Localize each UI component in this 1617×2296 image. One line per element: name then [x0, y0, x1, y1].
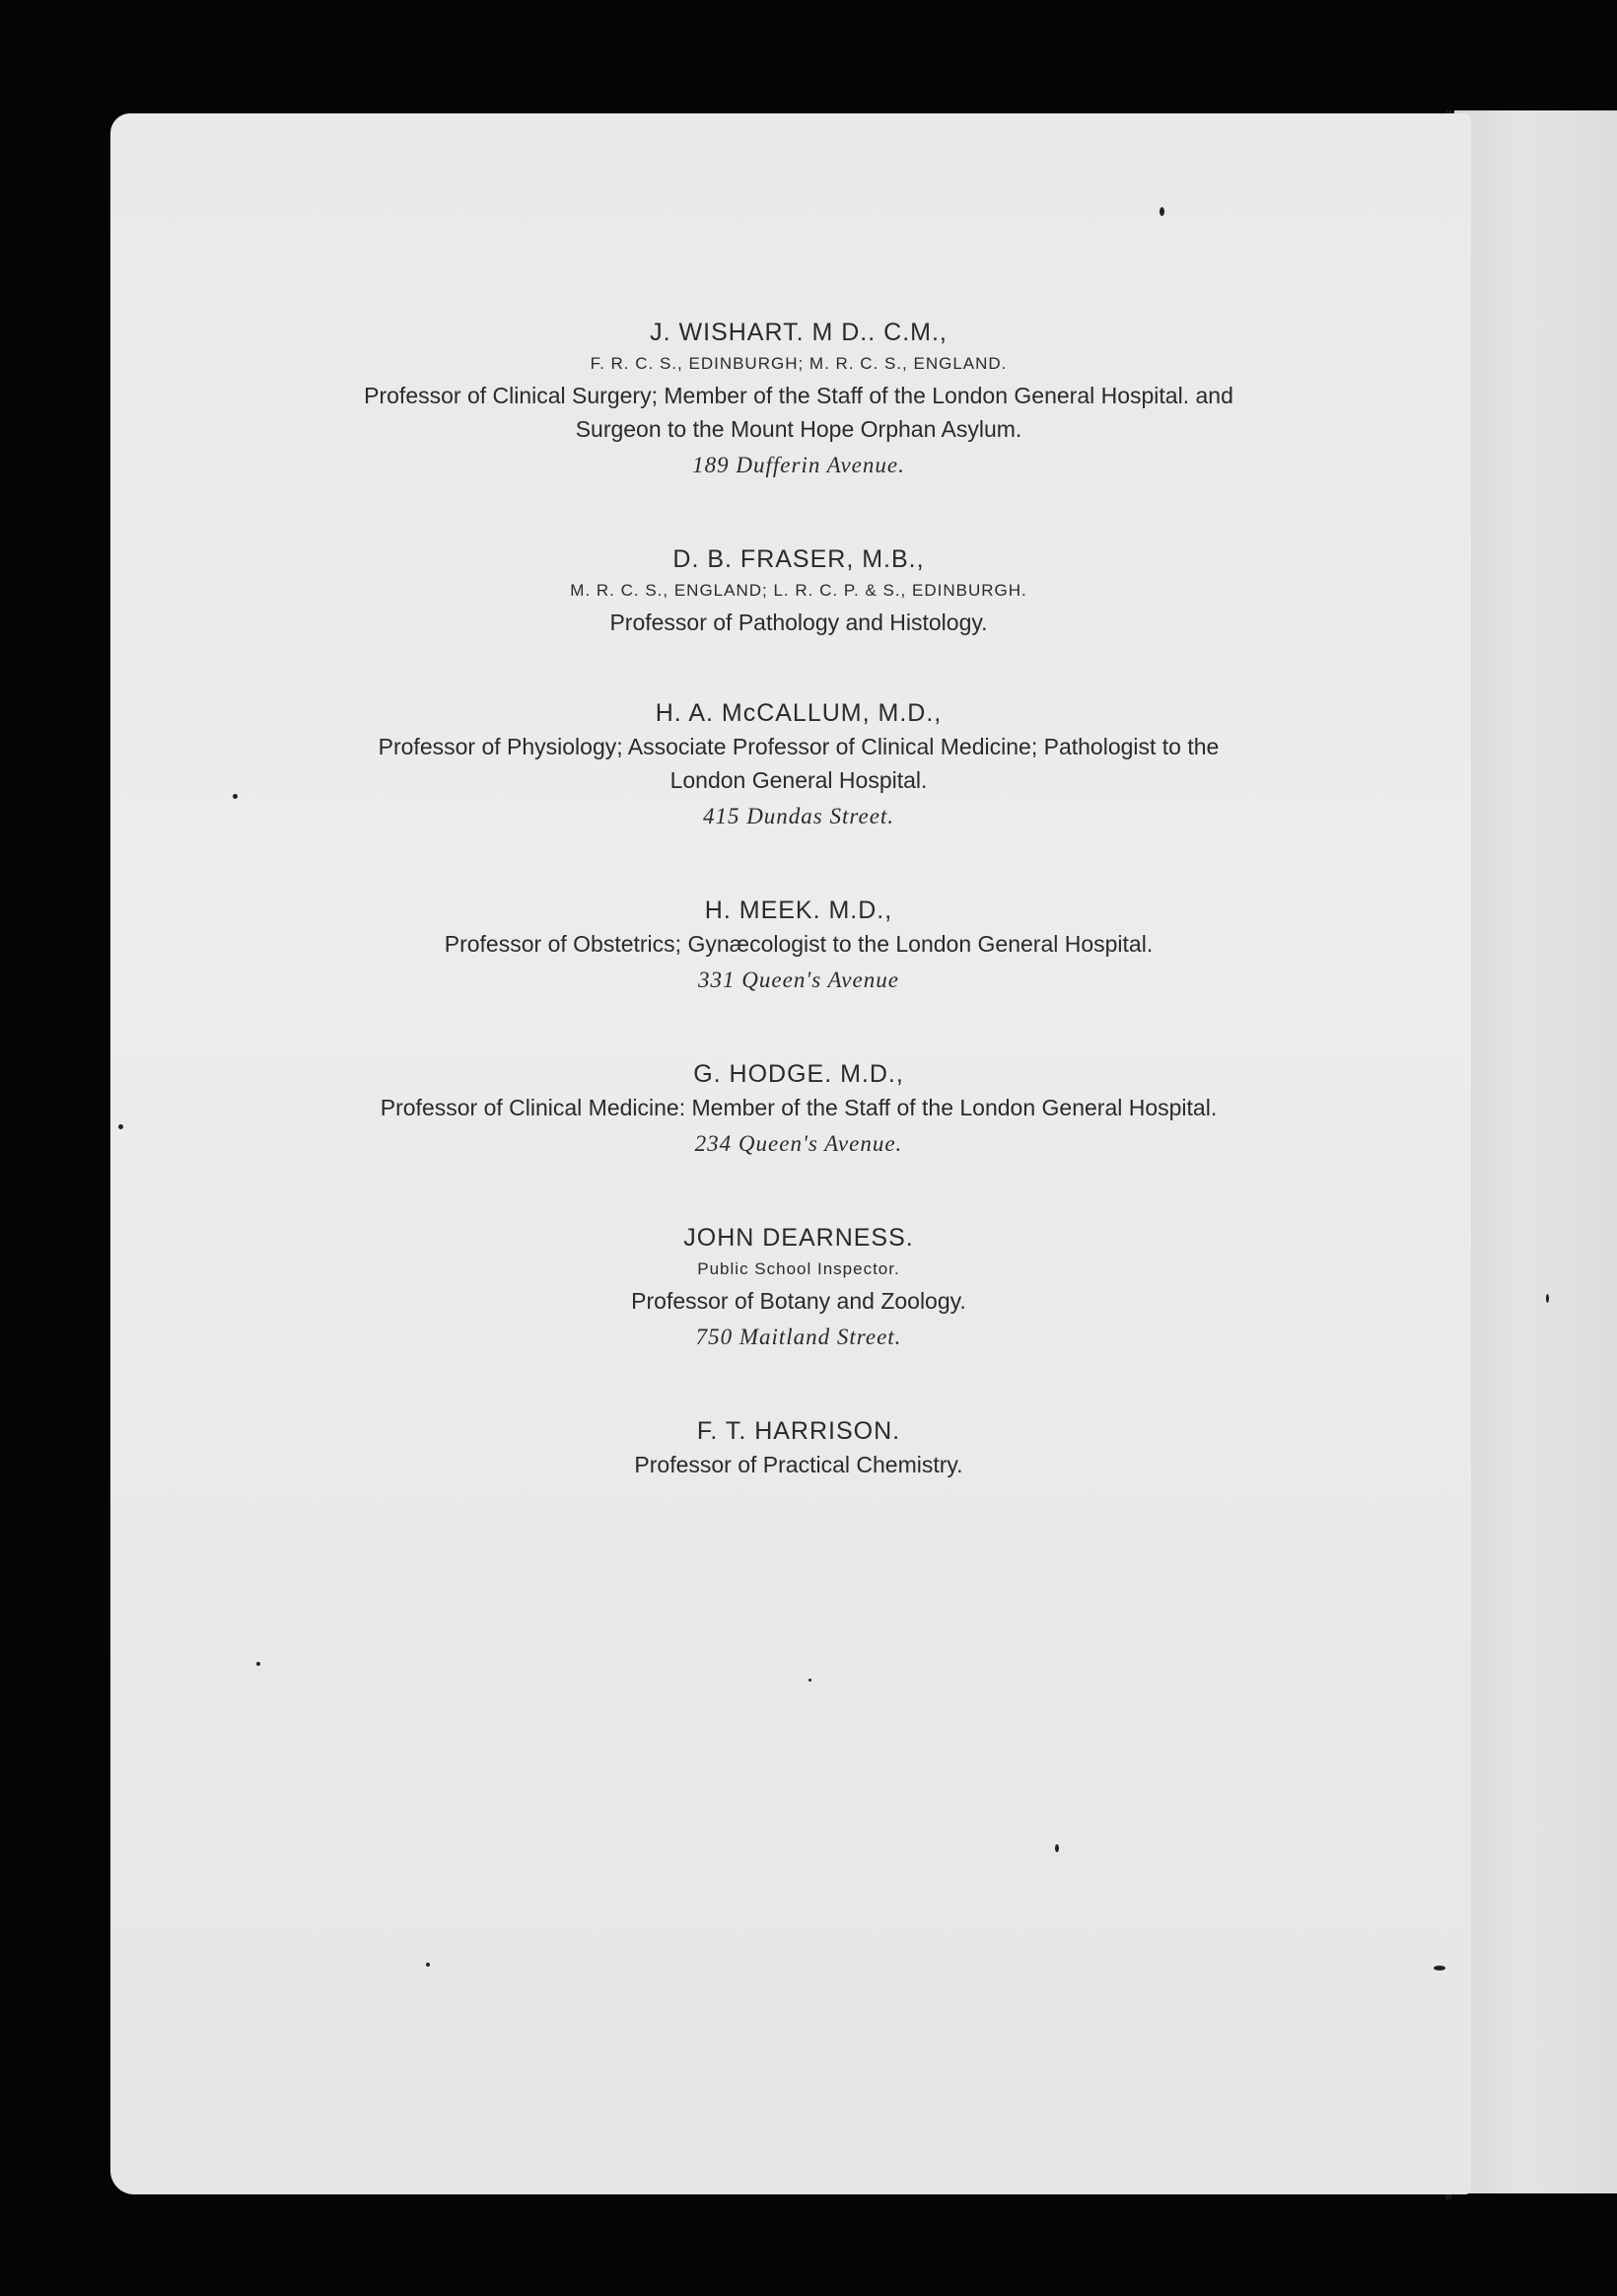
- faculty-name: J. WISHART. M D.. C.M.,: [650, 319, 948, 346]
- faculty-address: 415 Dundas Street.: [702, 804, 895, 828]
- scan-speck: [233, 794, 238, 799]
- faculty-role: Professor of Botany and Zoology.: [631, 1288, 966, 1314]
- faculty-role: Professor of Practical Chemistry.: [634, 1452, 963, 1477]
- faculty-entry: [325, 1221, 1272, 1357]
- scan-speck: [1434, 1966, 1445, 1971]
- scan-speck: [118, 1124, 123, 1129]
- faculty-name: H. MEEK. M.D.,: [704, 897, 893, 924]
- scan-speck: [426, 1963, 430, 1967]
- faculty-entry: [325, 1414, 1272, 1481]
- scan-speck: [1546, 1294, 1549, 1303]
- faculty-role: Professor of Clinical Surgery; Member of the Staff of the London General Hospital. and Surgeon to the Mount Hope Orphan Asylum.: [364, 383, 1233, 442]
- faculty-address: 189 Dufferin Avenue.: [692, 453, 905, 477]
- faculty-address: 750 Maitland Street.: [695, 1325, 902, 1349]
- faculty-list: [325, 316, 1272, 1539]
- faculty-role: Professor of Obstetrics; Gynæcologist to the London General Hospital.: [444, 931, 1154, 957]
- scan-speck: [1055, 1844, 1059, 1852]
- faculty-entry: [325, 894, 1272, 1000]
- scan-speck: [1160, 207, 1164, 216]
- faculty-entry: [325, 316, 1272, 485]
- scan-speck: [256, 1662, 260, 1666]
- faculty-entry: [325, 1057, 1272, 1164]
- faculty-qualifications: M. R. C. S., ENGLAND; L. R. C. P. & S., EDINBURGH.: [570, 581, 1027, 600]
- faculty-name: D. B. FRASER, M.B.,: [672, 545, 925, 573]
- facing-page: [1454, 110, 1617, 2193]
- faculty-qualifications: F. R. C. S., EDINBURGH; M. R. C. S., ENGLAND.: [590, 354, 1008, 373]
- faculty-entry: [325, 542, 1272, 639]
- scan-speck: [808, 1679, 811, 1682]
- faculty-address: 234 Queen's Avenue.: [694, 1131, 903, 1156]
- faculty-role: Professor of Physiology; Associate Professor of Clinical Medicine; Pathologist to the London General Hospital.: [378, 734, 1220, 793]
- faculty-entry: [325, 696, 1272, 836]
- faculty-name: H. A. McCALLUM, M.D.,: [655, 699, 943, 727]
- faculty-name: G. HODGE. M.D.,: [693, 1060, 904, 1088]
- faculty-address: 331 Queen's Avenue: [698, 968, 899, 992]
- faculty-role: Professor of Clinical Medicine: Member of the Staff of the London General Hospital.: [380, 1095, 1218, 1120]
- faculty-qualifications: Public School Inspector.: [697, 1259, 900, 1278]
- faculty-role: Professor of Pathology and Histology.: [609, 610, 988, 635]
- faculty-name: F. T. HARRISON.: [696, 1417, 901, 1445]
- faculty-name: JOHN DEARNESS.: [683, 1224, 914, 1252]
